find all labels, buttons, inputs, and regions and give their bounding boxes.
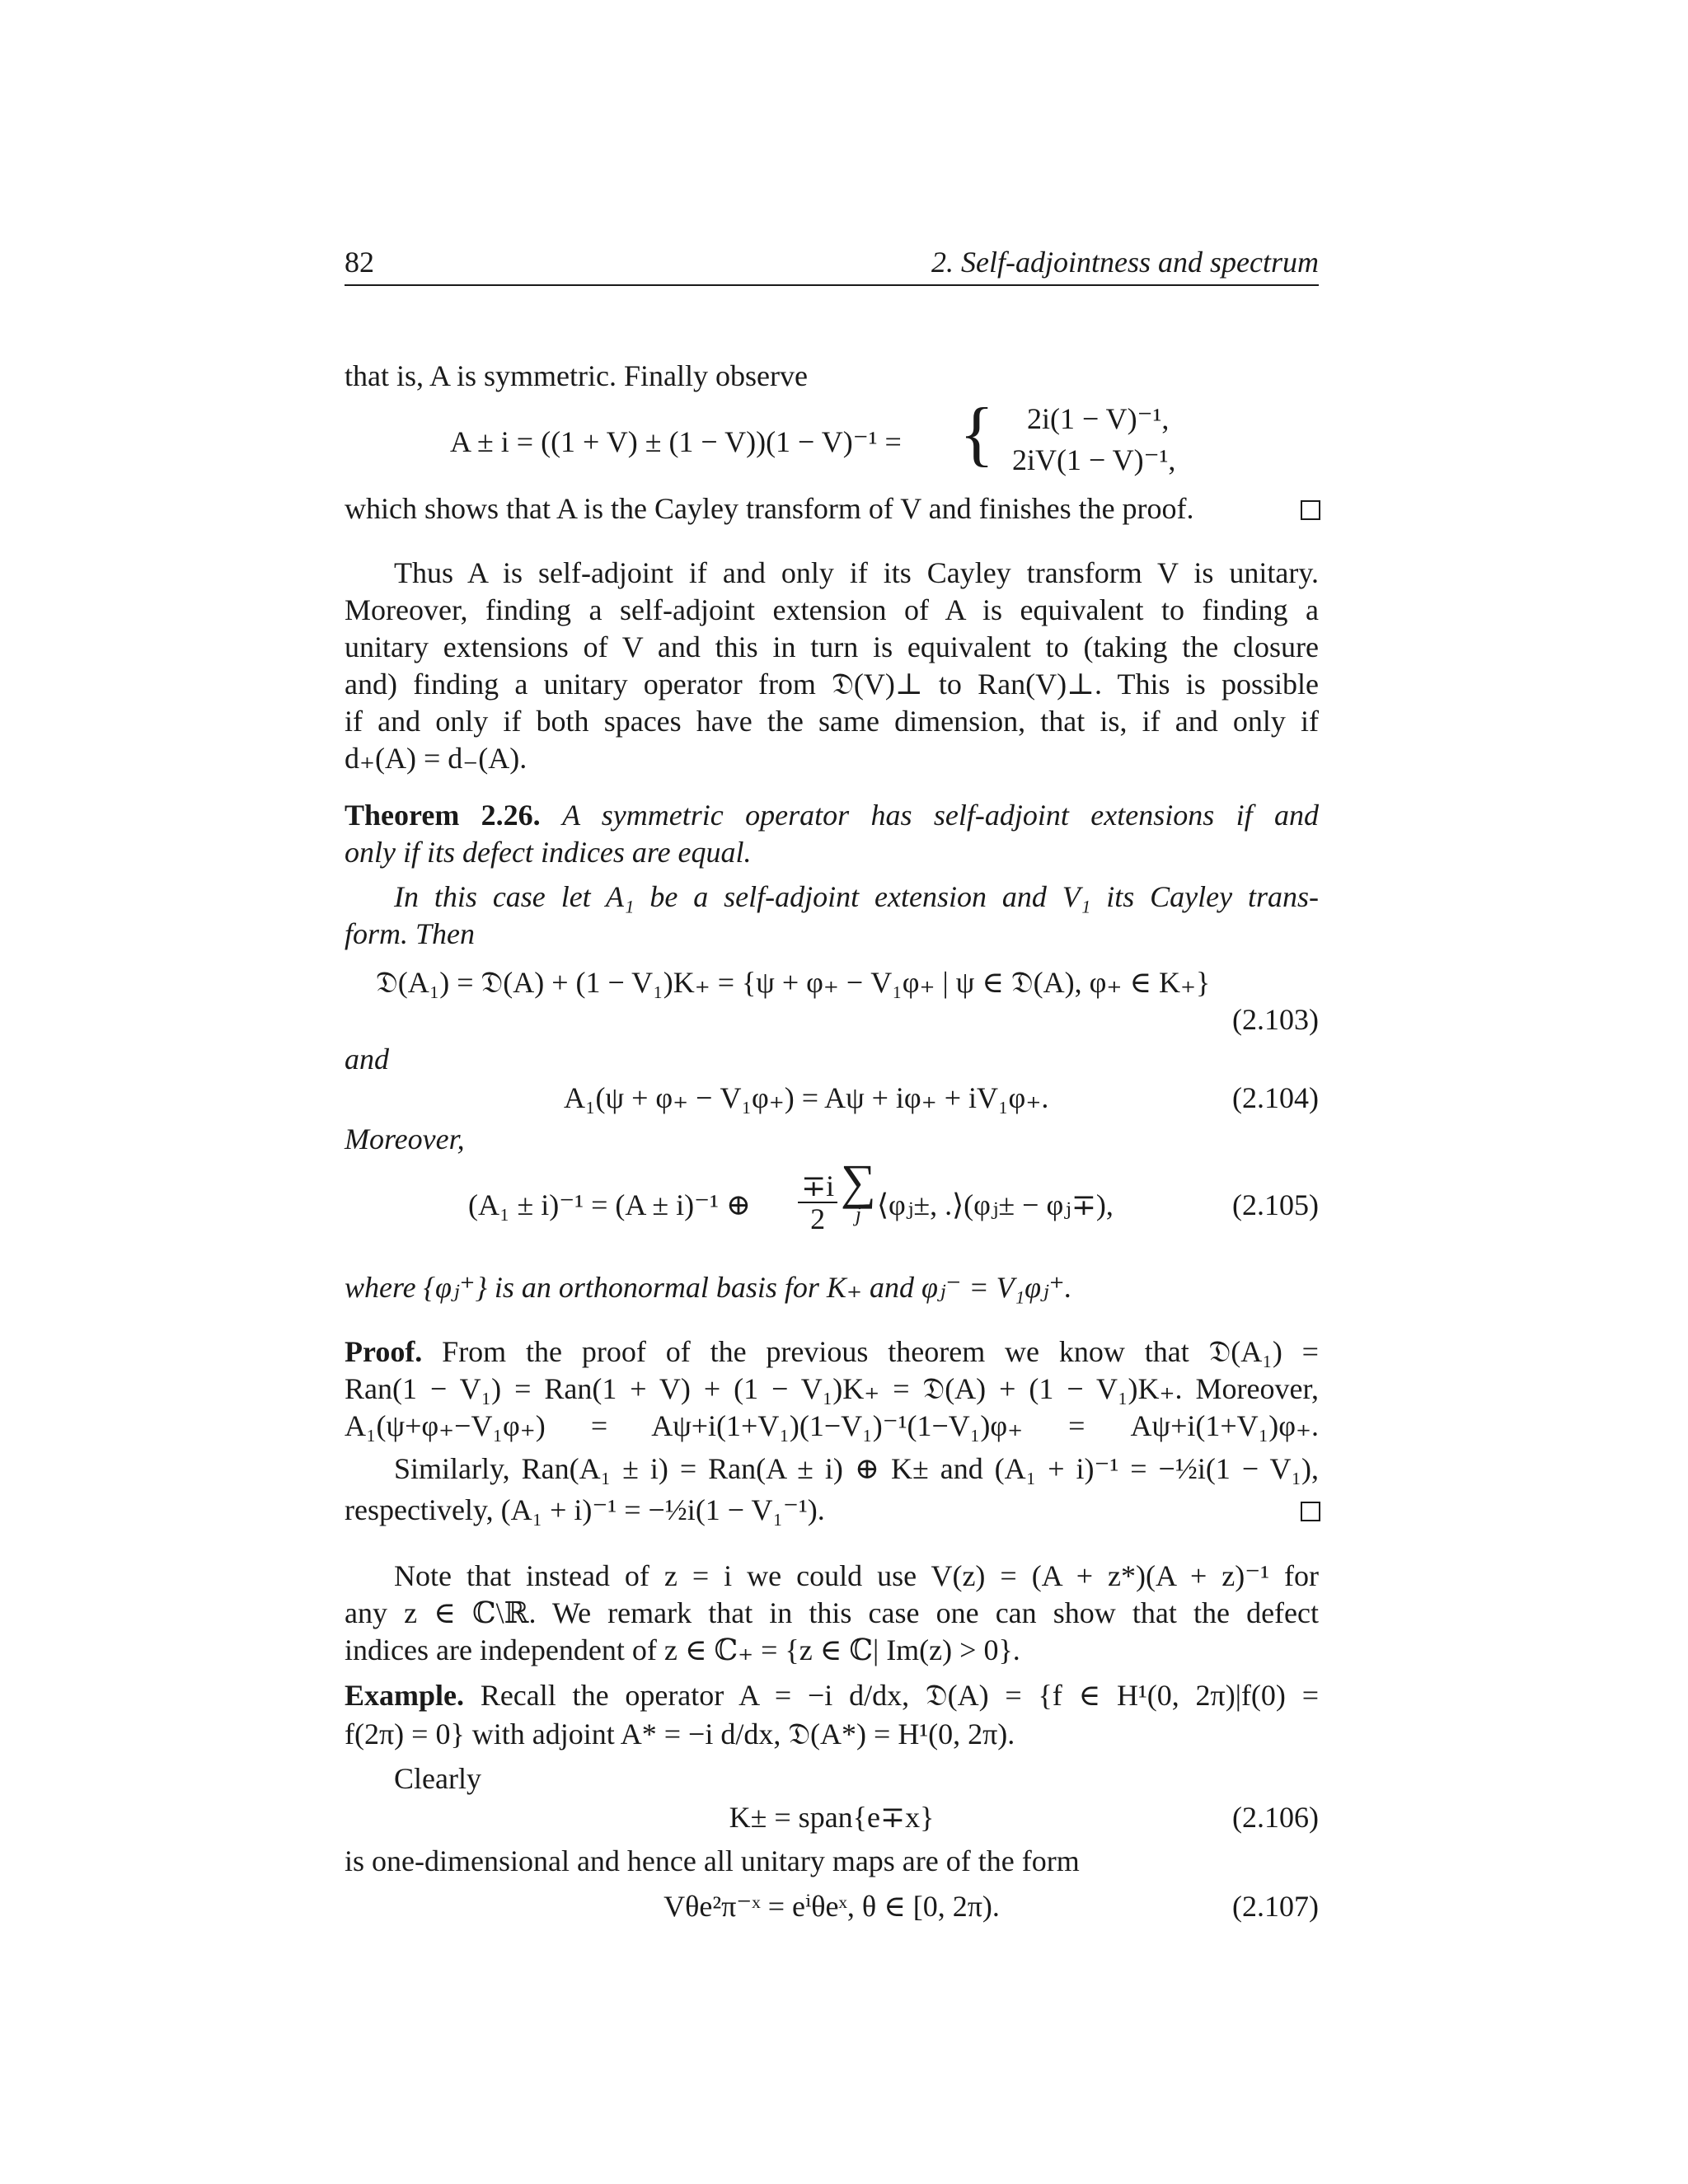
running-title: 2. Self-adjointness and spectrum — [931, 246, 1319, 279]
equation-2-106: K± = span{e∓x} — [729, 1801, 935, 1834]
example-label: Example. — [345, 1679, 465, 1712]
para1-line-1: Thus A is self-adjoint if and only if its Cayley transform V is unitary. — [394, 556, 1319, 589]
example-line-1 — [345, 1677, 1319, 1714]
example-text-1: Recall the operator A = −i d/dx, 𝔇(A) = {f ∈ H¹(0, 2π)|f(0) = — [480, 1679, 1319, 1712]
summation-index: j — [855, 1202, 861, 1226]
proof-label: Proof. — [345, 1335, 423, 1368]
proof-line-5: respectively, (A₁ + i)⁻¹ = −½i(1 − V₁⁻¹). — [345, 1493, 825, 1526]
summation-symbol: ∑ j — [841, 1165, 876, 1231]
theorem-label: Theorem 2.26. — [345, 799, 541, 832]
qed-symbol — [1301, 500, 1320, 520]
para2-line-3: indices are independent of z ∈ ℂ₊ = {z ∈ ℂ| Im(z) > 0}. — [345, 1633, 1020, 1666]
equation-2-103: 𝔇(A₁) = 𝔇(A) + (1 − V₁)K₊ = {ψ + φ₊ − V₁φ₊ | ψ ∈ 𝔇(A), φ₊ ∈ K₊} — [376, 966, 1211, 999]
para2-line-2: any z ∈ ℂ\ℝ. We remark that in this case one can show that the defect — [345, 1596, 1319, 1629]
equation-2-104-number: (2.104) — [1232, 1081, 1319, 1114]
equation-2-104: A₁(ψ + φ₊ − V₁φ₊) = Aψ + iφ₊ + iV₁φ₊. — [564, 1081, 1049, 1114]
theorem-where-line: where {φⱼ⁺} is an orthonormal basis for K₊ and φⱼ⁻ = V₁φⱼ⁺. — [345, 1271, 1072, 1304]
proof-line-2: Ran(1 − V₁) = Ran(1 + V) + (1 − V₁)K₊ = 𝔇(A) + (1 − V₁)K₊. Moreover, — [345, 1372, 1319, 1405]
equation-2-103-number: (2.103) — [1232, 1003, 1319, 1036]
page-number: 82 — [345, 246, 374, 279]
moreover-word: Moreover, — [345, 1122, 465, 1155]
theorem-statement-3: In this case let A₁ be a self-adjoint extension and V₁ its Cayley trans- — [394, 880, 1319, 913]
header-rule — [345, 284, 1319, 286]
equation-2-107: Vθe²π⁻ˣ = eⁱθeˣ, θ ∈ [0, 2π). — [663, 1890, 1000, 1923]
fraction-denominator: 2 — [810, 1202, 826, 1235]
equation-2-105-right: ⟨φⱼ±, .⟩(φⱼ± − φⱼ∓), — [877, 1188, 1114, 1221]
equation-2-105-fraction — [798, 1170, 837, 1235]
para1-line-6: d₊(A) = d₋(A). — [345, 742, 528, 775]
qed-symbol-2 — [1301, 1502, 1320, 1521]
equation-2-107-number: (2.107) — [1232, 1890, 1319, 1923]
para1-line-5: if and only if both spaces have the same dimension, that is, if and only if — [345, 705, 1319, 738]
theorem-statement-4: form. Then — [345, 917, 476, 950]
cayley-case-1: 2i(1 − V)⁻¹, — [1027, 402, 1170, 435]
theorem-heading-line — [345, 797, 1319, 834]
example-line-2: f(2π) = 0} with adjoint A* = −i d/dx, 𝔇(A*) = H¹(0, 2π). — [345, 1718, 1015, 1750]
para1-line-2: Moreover, finding a self-adjoint extension of A is equivalent to finding a — [345, 593, 1319, 626]
proof-line-4: Similarly, Ran(A₁ ± i) = Ran(A ± i) ⊕ K± and (A₁ + i)⁻¹ = −½i(1 − V₁), — [394, 1452, 1319, 1485]
example-line-after: is one-dimensional and hence all unitary maps are of the form — [345, 1844, 1080, 1877]
proof-text-1: From the proof of the previous theorem we know that 𝔇(A₁) = — [442, 1335, 1319, 1368]
theorem-statement-2: only if its defect indices are equal. — [345, 836, 752, 869]
equation-2-105-left: (A₁ ± i)⁻¹ = (A ± i)⁻¹ ⊕ — [468, 1188, 752, 1221]
para1-line-3: unitary extensions of V and this in turn is equivalent to (taking the closure — [345, 630, 1319, 663]
cayley-case-2: 2iV(1 − V)⁻¹, — [1012, 443, 1176, 476]
and-word: and — [345, 1043, 389, 1076]
proof-line-3: A₁(ψ+φ₊−V₁φ₊) = Aψ+i(1+V₁)(1−V₁)⁻¹(1−V₁)φ₊ = Aψ+i(1+V₁)φ₊. — [345, 1409, 1319, 1442]
para1-line-4: and) finding a unitary operator from 𝔇(V)⊥ to Ran(V)⊥. This is possible — [345, 668, 1319, 701]
cases-brace: { — [959, 394, 995, 474]
theorem-statement-1: A symmetric operator has self-adjoint extensions if and — [562, 799, 1319, 832]
cayley-equation-lhs: A ± i = ((1 + V) ± (1 − V))(1 − V)⁻¹ = — [450, 425, 902, 458]
para2-line-1: Note that instead of z = i we could use V(z) = (A + z*)(A + z)⁻¹ for — [394, 1559, 1319, 1592]
equation-2-105-number: (2.105) — [1232, 1188, 1319, 1221]
proof-line-1 — [345, 1333, 1319, 1371]
fraction-numerator: ∓i — [798, 1170, 837, 1203]
equation-2-106-number: (2.106) — [1232, 1801, 1319, 1834]
clearly-word: Clearly — [394, 1762, 481, 1795]
proof-end-line: which shows that A is the Cayley transform of V and finishes the proof. — [345, 492, 1194, 525]
intro-line: that is, A is symmetric. Finally observe — [345, 359, 808, 392]
